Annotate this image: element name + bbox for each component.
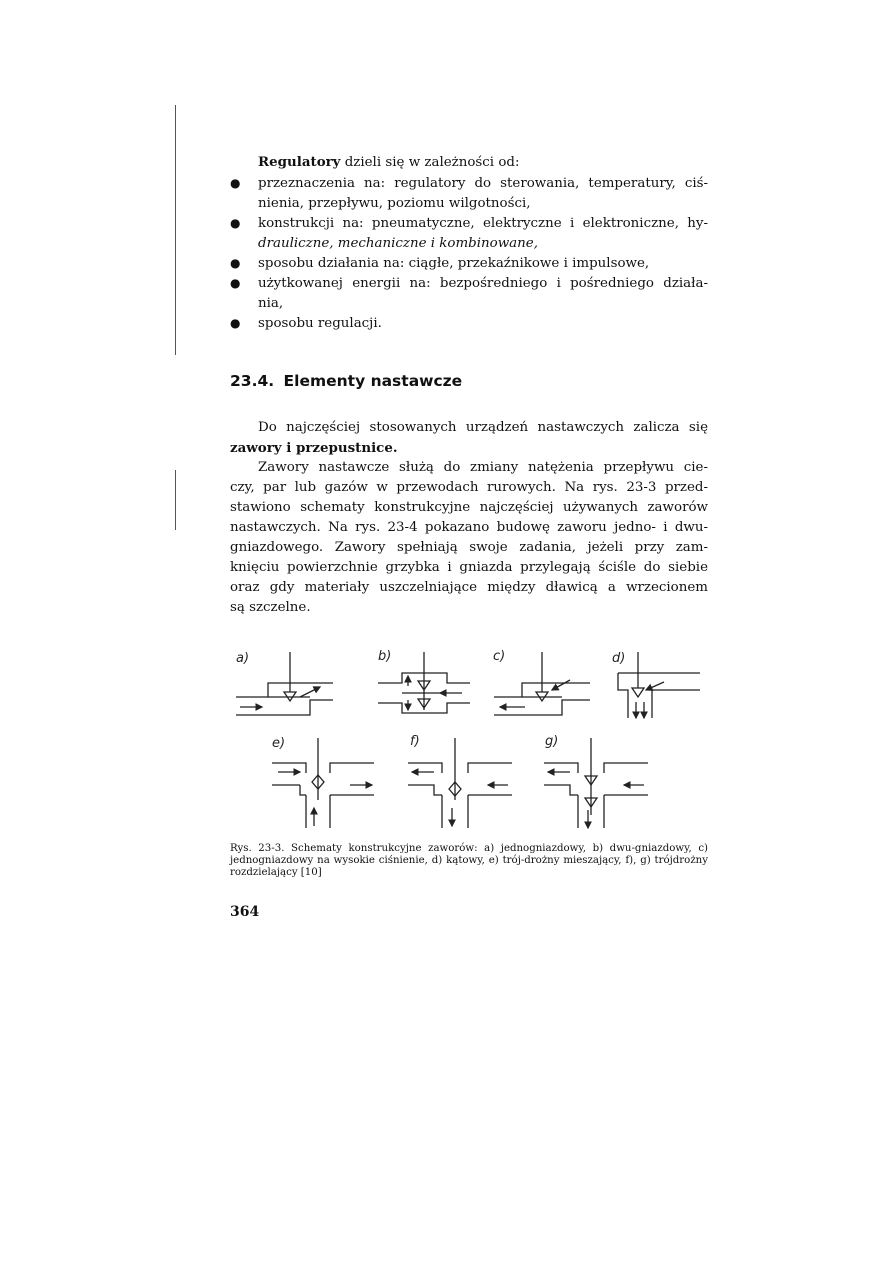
figure-caption: Rys. 23-3. Schematy konstrukcyjne zaworów: a) jednogniazdowy, b) dwu-gniazdowy, c) jednogniazdowy na wysokie ciśnienie, d) kątowy, e) trój-drożny mieszający, f), g) trójdrożny rozdzielający [10] [230,843,708,878]
schematic-b [378,652,470,713]
paragraph-line: knięciu powierzchnie grzybka i gniazda przylegają ściśle do siebie [230,560,708,575]
figure-label-f: f) [410,734,420,749]
paragraph-line: gniazdowego. Zawory spełniają swoje zadania, jeżeli przy zam- [230,540,708,555]
paragraph-line: nastawczych. Na rys. 23-4 pokazano budowę zaworu jedno- i dwu- [230,520,708,535]
figure-label-e: e) [272,736,286,751]
list-item-line: sposobu działania na: ciągłe, przekaźnikowe i impulsowe, [258,256,650,271]
schematic-e [272,738,374,828]
schematic-a [236,652,333,715]
paragraph-line: zawory i przepustnice. [230,440,398,456]
paragraph-line: stawiono schematy konstrukcyjne najczęściej używanych zaworów [230,500,708,515]
figure-label-b: b) [378,649,392,664]
list-item-line: drauliczne, mechaniczne i kombinowane, [258,236,538,251]
paragraph-line: czy, par lub gazów w przewodach rurowych. Na rys. 23-3 przed- [230,480,708,495]
intro-rest: dzieli się w zależności od: [340,155,520,170]
list-item-line: nienia, przepływu, poziomu wilgotności, [258,196,531,211]
list-item-line: nia, [258,296,284,311]
intro-label: Regulatory [258,154,341,170]
bullet-dot: ● [230,256,241,270]
figure-label-g: g) [545,734,559,749]
paragraph-line: Do najczęściej stosowanych urządzeń nastawczych zalicza się [258,420,708,435]
list-item-line: sposobu regulacji. [258,316,382,331]
schematic-f [408,738,512,828]
page-number: 364 [230,904,260,920]
schematic-c [494,652,590,715]
paragraph-line: są szczelne. [230,600,311,615]
schematic-g [544,738,648,828]
bullet-dot: ● [230,276,241,290]
section-title: Elementy nastawcze [283,372,463,390]
paragraph-line: oraz gdy materiały uszczelniające między dławicą a wrzecionem [230,580,708,595]
bullet-dot: ● [230,176,241,190]
bullet-dot: ● [230,216,241,230]
figure-label-d: d) [612,651,626,666]
section-number: 23.4. [230,372,275,390]
paragraph-line: Zawory nastawcze służą do zmiany natężenia przepływu cie- [258,460,708,475]
list-item-line: konstrukcji na: pneumatyczne, elektryczne i elektroniczne, hy- [258,216,708,231]
figure-label-a: a) [236,651,250,666]
bullet-dot: ● [230,316,241,330]
list-item-line: użytkowanej energii na: bezpośredniego i pośredniego działa- [258,276,708,291]
list-item-line: przeznaczenia na: regulatory do sterowania, temperatury, ciś- [258,176,708,191]
schematic-d [618,652,700,718]
figure-label-c: c) [493,649,506,664]
